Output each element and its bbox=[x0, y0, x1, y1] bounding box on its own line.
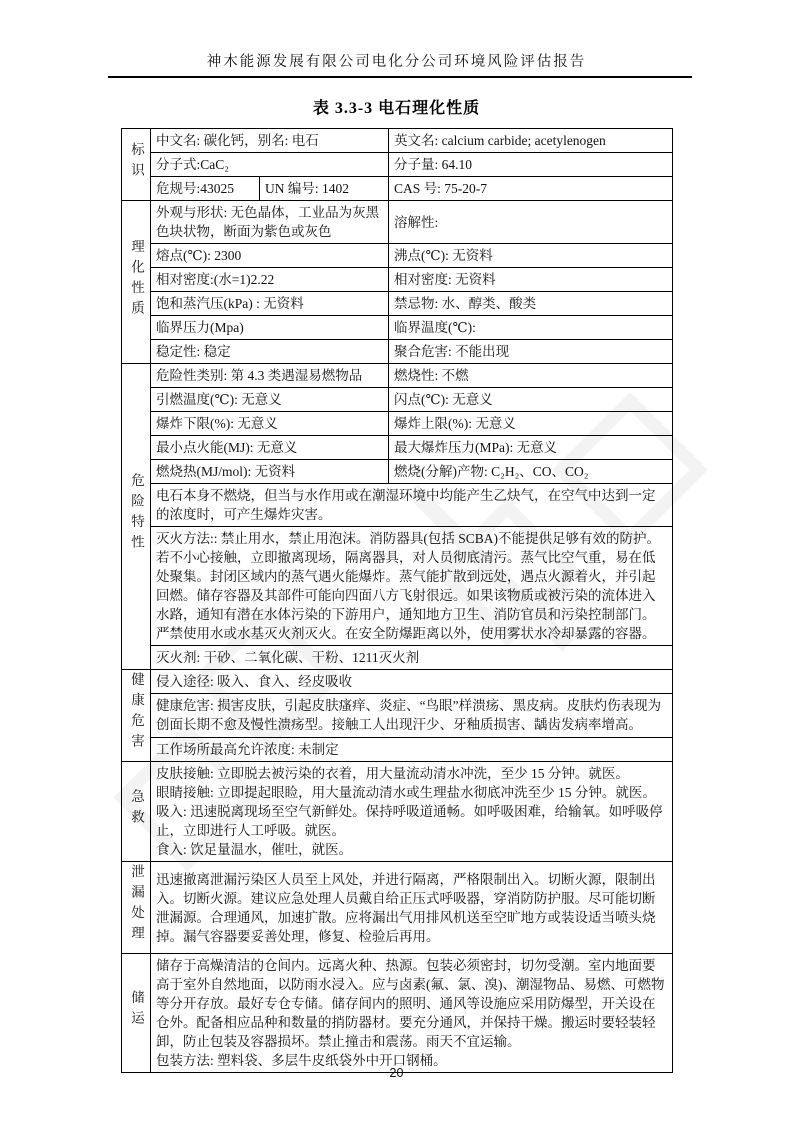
min-ignition-energy-cell: 最小点火能(MJ): 无意义 bbox=[151, 436, 389, 460]
fire-fighting-method-paragraph: 灭火方法:: 禁止用水，禁止用泡沫。消防器具(包括 SCBA)不能提供足够有效的防护。若不小心接触，立即撤离现场，隔离器具，对人员彻底清污。蒸气比空气重，易在低处聚集。封闭区域内的蒸气遇火能爆炸。蒸气能扩散到远处，遇点火源着火，并引起回燃。储存容器及其部件可能向四面八方飞射很远。如果该物质或被污染的流体进入水路，通知有潜在水体污染的下游用户，通知地方卫生、消防官员和污染控制部门。严禁使用水或水基灭火剂灭火。在安全防爆距离以外，使用雾状水冷却暴露的容器。 bbox=[151, 527, 673, 646]
relative-density-cell: 相对密度:(水=1)2.22 bbox=[151, 268, 389, 292]
first-aid-cell bbox=[151, 762, 673, 862]
section-label-health: 健康危害 bbox=[122, 670, 151, 762]
msds-table bbox=[121, 128, 673, 1073]
first-aid-inhale: 吸入: 迅速脱离现场至空气新鲜处。保持呼吸道通畅。如呼吸困难，给输氧。如呼吸停止，立即进行人工呼吸。就医。 bbox=[156, 804, 663, 838]
header-rule bbox=[108, 76, 692, 78]
critical-temp-cell: 临界温度(℃): bbox=[389, 316, 673, 340]
polymerization-cell: 聚合危害: 不能出现 bbox=[389, 340, 673, 364]
un-no-cell: UN 编号: 1402 bbox=[260, 177, 389, 201]
packing-method: 包装方法: 塑料袋、多层牛皮纸袋外中开口钢桶。 bbox=[156, 1053, 447, 1068]
formula-cell: 分子式:CaC₂ bbox=[151, 153, 389, 177]
section-label-storage: 储运 bbox=[122, 954, 151, 1073]
health-harm-cell: 健康危害: 损害皮肤，引起皮肤瘙痒、炎症、“鸟眼”样溃疡、黑皮病。皮肤灼伤表现为创面长期不愈及慢性溃疡型。接触工人出现汗少、牙釉质损害、龋齿发病率增高。 bbox=[151, 694, 673, 737]
flammability-paragraph: 电石本身不燃烧，但当与水作用或在潮湿环境中均能产生乙炔气，在空气中达到一定的浓度时，可产生爆炸灾害。 bbox=[151, 484, 673, 527]
leak-handling-cell: 迅速撤离泄漏污染区人员至上风处，并进行隔离，严格限制出入。切断火源，限制出入。切断火源。建议应急处理人员戴自给正压式呼吸器，穿消防防护服。尽可能切断泄漏源。合理通风，加速扩散。应将漏出气用排风机送至空旷地方或装设适当喷头烧掉。漏气容器要妥善处理，修复、检验后再用。 bbox=[151, 862, 673, 954]
solubility-cell: 溶解性: bbox=[389, 201, 673, 244]
section-label-hazard: 危险特性 bbox=[122, 364, 151, 670]
incompatibles-cell: 禁忌物: 水、醇类、酸类 bbox=[389, 292, 673, 316]
mol-weight-cell: 分子量: 64.10 bbox=[389, 153, 673, 177]
relative-density2-cell: 相对密度: 无资料 bbox=[389, 268, 673, 292]
report-header-title: 神木能源发展有限公司电化分公司环境风险评估报告 bbox=[206, 54, 587, 70]
table-caption: 表 3.3-3 电石理化性质 bbox=[312, 100, 481, 117]
ignition-temp-cell: 引燃温度(℃): 无意义 bbox=[151, 388, 389, 412]
exposure-routes-cell: 侵入途径: 吸入、食入、经皮吸收 bbox=[151, 670, 673, 694]
storage-transport-cell bbox=[151, 954, 673, 1073]
flash-point-cell: 闪点(℃): 无意义 bbox=[389, 388, 673, 412]
english-name-cell: 英文名: calcium carbide; acetylenogen bbox=[389, 129, 673, 153]
explosion-upper-cell: 爆炸上限(%): 无意义 bbox=[389, 412, 673, 436]
section-label-identification: 标识 bbox=[122, 129, 151, 201]
boiling-point-cell: 沸点(℃): 无资料 bbox=[389, 244, 673, 268]
max-explosion-pressure-cell: 最大爆炸压力(MPa): 无意义 bbox=[389, 436, 673, 460]
first-aid-skin: 皮肤接触: 立即脱去被污染的衣着，用大量流动清水冲洗，至少 15 分钟。就医。 bbox=[156, 766, 629, 781]
danger-no-cell: 危规号:43025 bbox=[151, 177, 260, 201]
extinguishing-agents-cell: 灭火剂: 干砂、二氧化碳、干粉、1211灭火剂 bbox=[151, 646, 673, 670]
combustibility-cell: 燃烧性: 不燃 bbox=[389, 364, 673, 388]
first-aid-eye: 眼睛接触: 立即提起眼睑，用大量流动清水或生理盐水彻底冲洗至少 15 分钟。就医。 bbox=[156, 785, 656, 800]
page-number: 20 bbox=[389, 1066, 404, 1080]
section-label-physchem: 理化性质 bbox=[122, 201, 151, 364]
first-aid-ingest: 食入: 饮足量温水，催吐，就医。 bbox=[156, 842, 353, 857]
chinese-name-cell: 中文名: 碳化钙，别名: 电石 bbox=[151, 129, 389, 153]
cas-no-cell: CAS 号: 75-20-7 bbox=[389, 177, 673, 201]
section-label-leak: 泄漏处理 bbox=[122, 862, 151, 954]
melting-point-cell: 熔点(℃): 2300 bbox=[151, 244, 389, 268]
storage-paragraph: 储存于高燥清洁的仓间内。远离火种、热源。包装必须密封，切勿受潮。室内地面要高于室外自然地面，以防雨水浸入。应与卤素(氟、氯、溴)、潮湿物品、易燃、可燃物等分开存放。最好专仓专储。储存间内的照明、通风等设施应采用防爆型，开关设在仓外。配备相应品种和数量的捎防器材。要充分通风，并保持干燥。搬运时要轻装轻卸，防止包装及容器损坏。禁止撞击和震荡。雨天不宜运输。 bbox=[156, 958, 665, 1049]
hazard-class-cell: 危险性类别: 第 4.3 类遇湿易燃物品 bbox=[151, 364, 389, 388]
combustion-heat-cell: 燃烧热(MJ/mol): 无资料 bbox=[151, 460, 389, 484]
critical-pressure-cell: 临界压力(Mpa) bbox=[151, 316, 389, 340]
stability-cell: 稳定性: 稳定 bbox=[151, 340, 389, 364]
appearance-cell: 外观与形状: 无色晶体，工业品为灰黑色块状物，断面为紫色或灰色 bbox=[151, 201, 389, 244]
explosion-lower-cell: 爆炸下限(%): 无意义 bbox=[151, 412, 389, 436]
vapor-pressure-cell: 饱和蒸汽压(kPa) : 无资料 bbox=[151, 292, 389, 316]
workplace-limit-cell: 工作场所最高允许浓度: 未制定 bbox=[151, 737, 673, 761]
combustion-products-cell: 燃烧(分解)产物: C₂H₂、CO、CO₂ bbox=[389, 460, 673, 484]
section-label-first-aid: 急救 bbox=[122, 762, 151, 862]
